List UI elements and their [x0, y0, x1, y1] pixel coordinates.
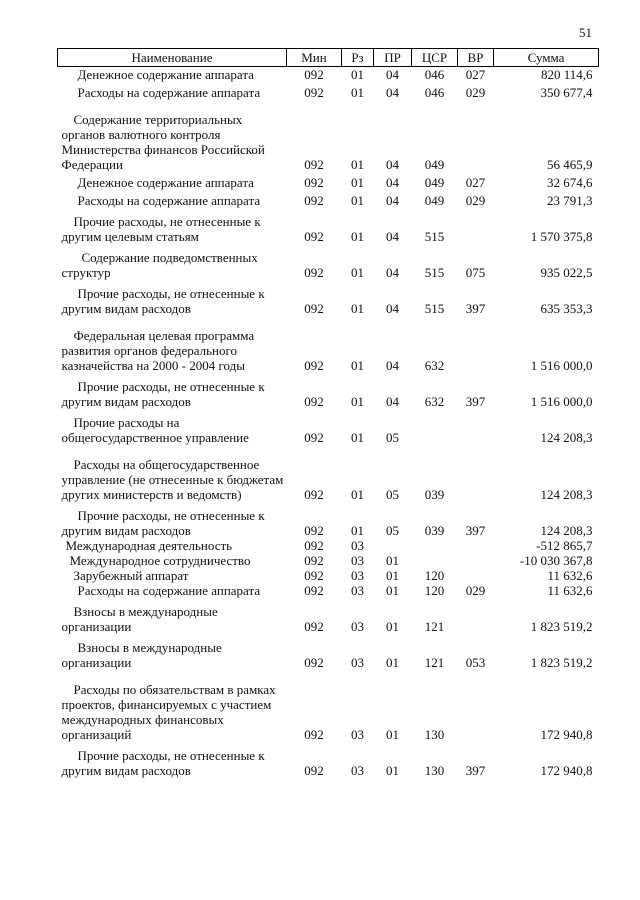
row-csr: 120 — [424, 568, 445, 583]
row-name: Прочие расходы, не отнесенные к другим видам расходов — [61, 286, 265, 316]
row-rz: 03 — [351, 568, 364, 583]
row-vr — [458, 208, 494, 244]
row-name: Содержание территориальных органов валютного контроля Министерства финансов Российской Федерации — [61, 112, 265, 172]
row-rz: 01 — [351, 85, 364, 100]
row-name: Прочие расходы на общегосударственное управление — [61, 415, 249, 445]
row-csr: 515 — [424, 265, 445, 280]
table-row — [58, 409, 599, 445]
row-csr: 632 — [424, 394, 445, 409]
row-sum: 32 674,6 — [547, 175, 593, 190]
row-pr: 04 — [386, 67, 399, 82]
row-sum: -10 030 367,8 — [519, 553, 593, 568]
table-header-row — [58, 49, 599, 67]
row-pr: 01 — [386, 655, 399, 670]
budget-table — [57, 48, 599, 778]
row-rz: 01 — [351, 157, 364, 172]
table-row — [58, 583, 599, 598]
row-vr — [458, 598, 494, 634]
table-row — [58, 538, 599, 553]
row-min: 092 — [304, 619, 324, 634]
row-vr: 397 — [465, 763, 486, 778]
row-name: Прочие расходы, не отнесенные к другим видам расходов — [61, 508, 265, 538]
row-csr: 120 — [424, 583, 445, 598]
row-name: Прочие расходы, не отнесенные к другим целевым статьям — [61, 214, 261, 244]
row-pr: 01 — [386, 727, 399, 742]
row-pr: 04 — [386, 358, 399, 373]
row-name: Взносы в международные организации — [61, 604, 218, 634]
row-pr: 01 — [386, 583, 399, 598]
page-number: 51 — [579, 25, 592, 40]
row-pr: 01 — [386, 568, 399, 583]
table-row — [58, 670, 599, 742]
row-rz: 03 — [351, 553, 364, 568]
row-min: 092 — [304, 487, 324, 502]
row-csr: 515 — [424, 301, 445, 316]
row-vr: 029 — [465, 193, 486, 208]
row-sum: 820 114,6 — [540, 67, 593, 82]
row-sum: 935 022,5 — [540, 265, 593, 280]
row-sum: -512 865,7 — [536, 538, 593, 553]
table-row — [58, 316, 599, 373]
column-header-csr: ЦСР — [412, 49, 458, 67]
row-pr: 04 — [386, 265, 399, 280]
row-pr: 04 — [386, 175, 399, 190]
row-name: Денежное содержание аппарата — [77, 175, 254, 190]
row-rz: 01 — [351, 175, 364, 190]
row-vr: 027 — [465, 67, 486, 82]
table-row — [58, 568, 599, 583]
row-name: Федеральная целевая программа развития органов федерального казначейства на 2000 - 2004 годы — [61, 328, 255, 373]
row-vr — [458, 445, 494, 502]
row-vr: 075 — [465, 265, 486, 280]
row-sum: 11 632,6 — [547, 568, 593, 583]
row-name: Расходы на общегосударственное управление (не отнесенные к бюджетам других министерств и ведомств) — [61, 457, 284, 502]
row-min: 092 — [304, 430, 324, 445]
row-min: 092 — [304, 568, 324, 583]
row-vr: 029 — [465, 85, 486, 100]
row-name: Зарубежный аппарат — [73, 568, 189, 583]
row-vr: 053 — [465, 655, 486, 670]
row-rz: 01 — [351, 265, 364, 280]
row-rz: 01 — [351, 487, 364, 502]
row-rz: 03 — [351, 655, 364, 670]
row-vr — [458, 553, 494, 568]
table-row — [58, 373, 599, 409]
row-csr: 632 — [424, 358, 445, 373]
row-sum: 124 208,3 — [540, 487, 593, 502]
row-name: Расходы на содержание аппарата — [77, 85, 261, 100]
row-min: 092 — [304, 358, 324, 373]
row-rz: 01 — [351, 193, 364, 208]
row-pr: 04 — [386, 229, 399, 244]
row-sum: 11 632,6 — [547, 583, 593, 598]
row-sum: 172 940,8 — [540, 763, 593, 778]
row-vr — [458, 409, 494, 445]
row-csr — [412, 538, 458, 553]
table-row — [58, 598, 599, 634]
row-vr — [458, 568, 494, 583]
row-rz: 01 — [351, 358, 364, 373]
row-csr: 049 — [424, 193, 445, 208]
row-sum: 1 516 000,0 — [530, 358, 593, 373]
row-rz: 01 — [351, 523, 364, 538]
row-pr: 04 — [386, 301, 399, 316]
row-rz: 01 — [351, 394, 364, 409]
row-pr: 01 — [386, 619, 399, 634]
table-row — [58, 100, 599, 172]
row-pr: 01 — [386, 553, 399, 568]
column-header-vr: ВР — [458, 49, 494, 67]
row-rz: 01 — [351, 67, 364, 82]
row-rz: 03 — [351, 763, 364, 778]
table-row — [58, 82, 599, 100]
row-min: 092 — [304, 175, 324, 190]
row-name: Взносы в международные организации — [61, 640, 222, 670]
row-min: 092 — [304, 394, 324, 409]
row-vr: 027 — [465, 175, 486, 190]
row-pr: 04 — [386, 85, 399, 100]
row-pr — [374, 538, 412, 553]
row-csr: 039 — [424, 523, 445, 538]
row-pr: 04 — [386, 394, 399, 409]
row-rz: 01 — [351, 430, 364, 445]
row-rz: 03 — [351, 619, 364, 634]
row-sum: 124 208,3 — [540, 430, 593, 445]
row-name: Расходы на содержание аппарата — [77, 193, 261, 208]
table-row — [58, 208, 599, 244]
row-csr: 039 — [424, 487, 445, 502]
table-row — [58, 172, 599, 190]
table-row — [58, 445, 599, 502]
row-csr — [412, 409, 458, 445]
row-csr: 130 — [424, 727, 445, 742]
row-sum: 23 791,3 — [547, 193, 593, 208]
row-rz: 03 — [351, 538, 364, 553]
row-name: Расходы по обязательствам в рамках проектов, финансируемых с участием международных финансовых организаций — [61, 682, 276, 742]
row-pr: 05 — [386, 487, 399, 502]
row-name: Международная деятельность — [65, 538, 233, 553]
row-rz: 01 — [351, 229, 364, 244]
row-sum: 635 353,3 — [540, 301, 593, 316]
table-row — [58, 742, 599, 778]
column-header-rz: Рз — [342, 49, 374, 67]
row-min: 092 — [304, 727, 324, 742]
row-pr: 01 — [386, 763, 399, 778]
row-sum: 124 208,3 — [540, 523, 593, 538]
row-vr: 029 — [465, 583, 486, 598]
row-vr — [458, 538, 494, 553]
row-sum: 350 677,4 — [540, 85, 593, 100]
table-row — [58, 502, 599, 538]
row-csr: 121 — [424, 619, 445, 634]
row-min: 092 — [304, 229, 324, 244]
row-min: 092 — [304, 193, 324, 208]
row-vr — [458, 670, 494, 742]
row-min: 092 — [304, 583, 324, 598]
row-pr: 05 — [386, 523, 399, 538]
row-csr: 121 — [424, 655, 445, 670]
row-name: Прочие расходы, не отнесенные к другим видам расходов — [61, 748, 265, 778]
row-sum: 1 570 375,8 — [530, 229, 593, 244]
column-header-sum: Сумма — [494, 49, 599, 67]
row-rz: 03 — [351, 583, 364, 598]
row-sum: 1 823 519,2 — [530, 619, 593, 634]
row-min: 092 — [304, 67, 324, 82]
row-min: 092 — [304, 85, 324, 100]
row-csr: 130 — [424, 763, 445, 778]
column-header-pr: ПР — [374, 49, 412, 67]
table-row — [58, 67, 599, 83]
row-sum: 1 823 519,2 — [530, 655, 593, 670]
row-vr: 397 — [465, 523, 486, 538]
row-csr: 049 — [424, 157, 445, 172]
row-name: Содержание подведомственных структур — [61, 250, 258, 280]
row-sum: 56 465,9 — [547, 157, 593, 172]
row-min: 092 — [304, 538, 324, 553]
column-header-name: Наименование — [58, 49, 287, 67]
table-row — [58, 280, 599, 316]
row-csr: 049 — [424, 175, 445, 190]
column-header-min: Мин — [287, 49, 342, 67]
row-min: 092 — [304, 157, 324, 172]
row-name: Международное сотрудничество — [69, 553, 251, 568]
row-rz: 03 — [351, 727, 364, 742]
row-min: 092 — [304, 553, 324, 568]
row-name: Расходы на содержание аппарата — [77, 583, 261, 598]
row-min: 092 — [304, 655, 324, 670]
row-sum: 1 516 000,0 — [530, 394, 593, 409]
row-csr — [412, 553, 458, 568]
row-csr: 515 — [424, 229, 445, 244]
row-pr: 04 — [386, 193, 399, 208]
table-body — [58, 67, 599, 779]
table-row — [58, 634, 599, 670]
row-min: 092 — [304, 523, 324, 538]
row-vr — [458, 100, 494, 172]
table-row — [58, 190, 599, 208]
table-row — [58, 244, 599, 280]
row-pr: 05 — [386, 430, 399, 445]
row-csr: 046 — [424, 85, 445, 100]
row-name: Денежное содержание аппарата — [77, 67, 254, 82]
row-name: Прочие расходы, не отнесенные к другим видам расходов — [61, 379, 265, 409]
row-vr — [458, 316, 494, 373]
row-min: 092 — [304, 301, 324, 316]
row-vr: 397 — [465, 394, 486, 409]
row-rz: 01 — [351, 301, 364, 316]
row-min: 092 — [304, 265, 324, 280]
row-sum: 172 940,8 — [540, 727, 593, 742]
row-pr: 04 — [386, 157, 399, 172]
row-min: 092 — [304, 763, 324, 778]
table-row — [58, 553, 599, 568]
row-vr: 397 — [465, 301, 486, 316]
row-csr: 046 — [424, 67, 445, 82]
